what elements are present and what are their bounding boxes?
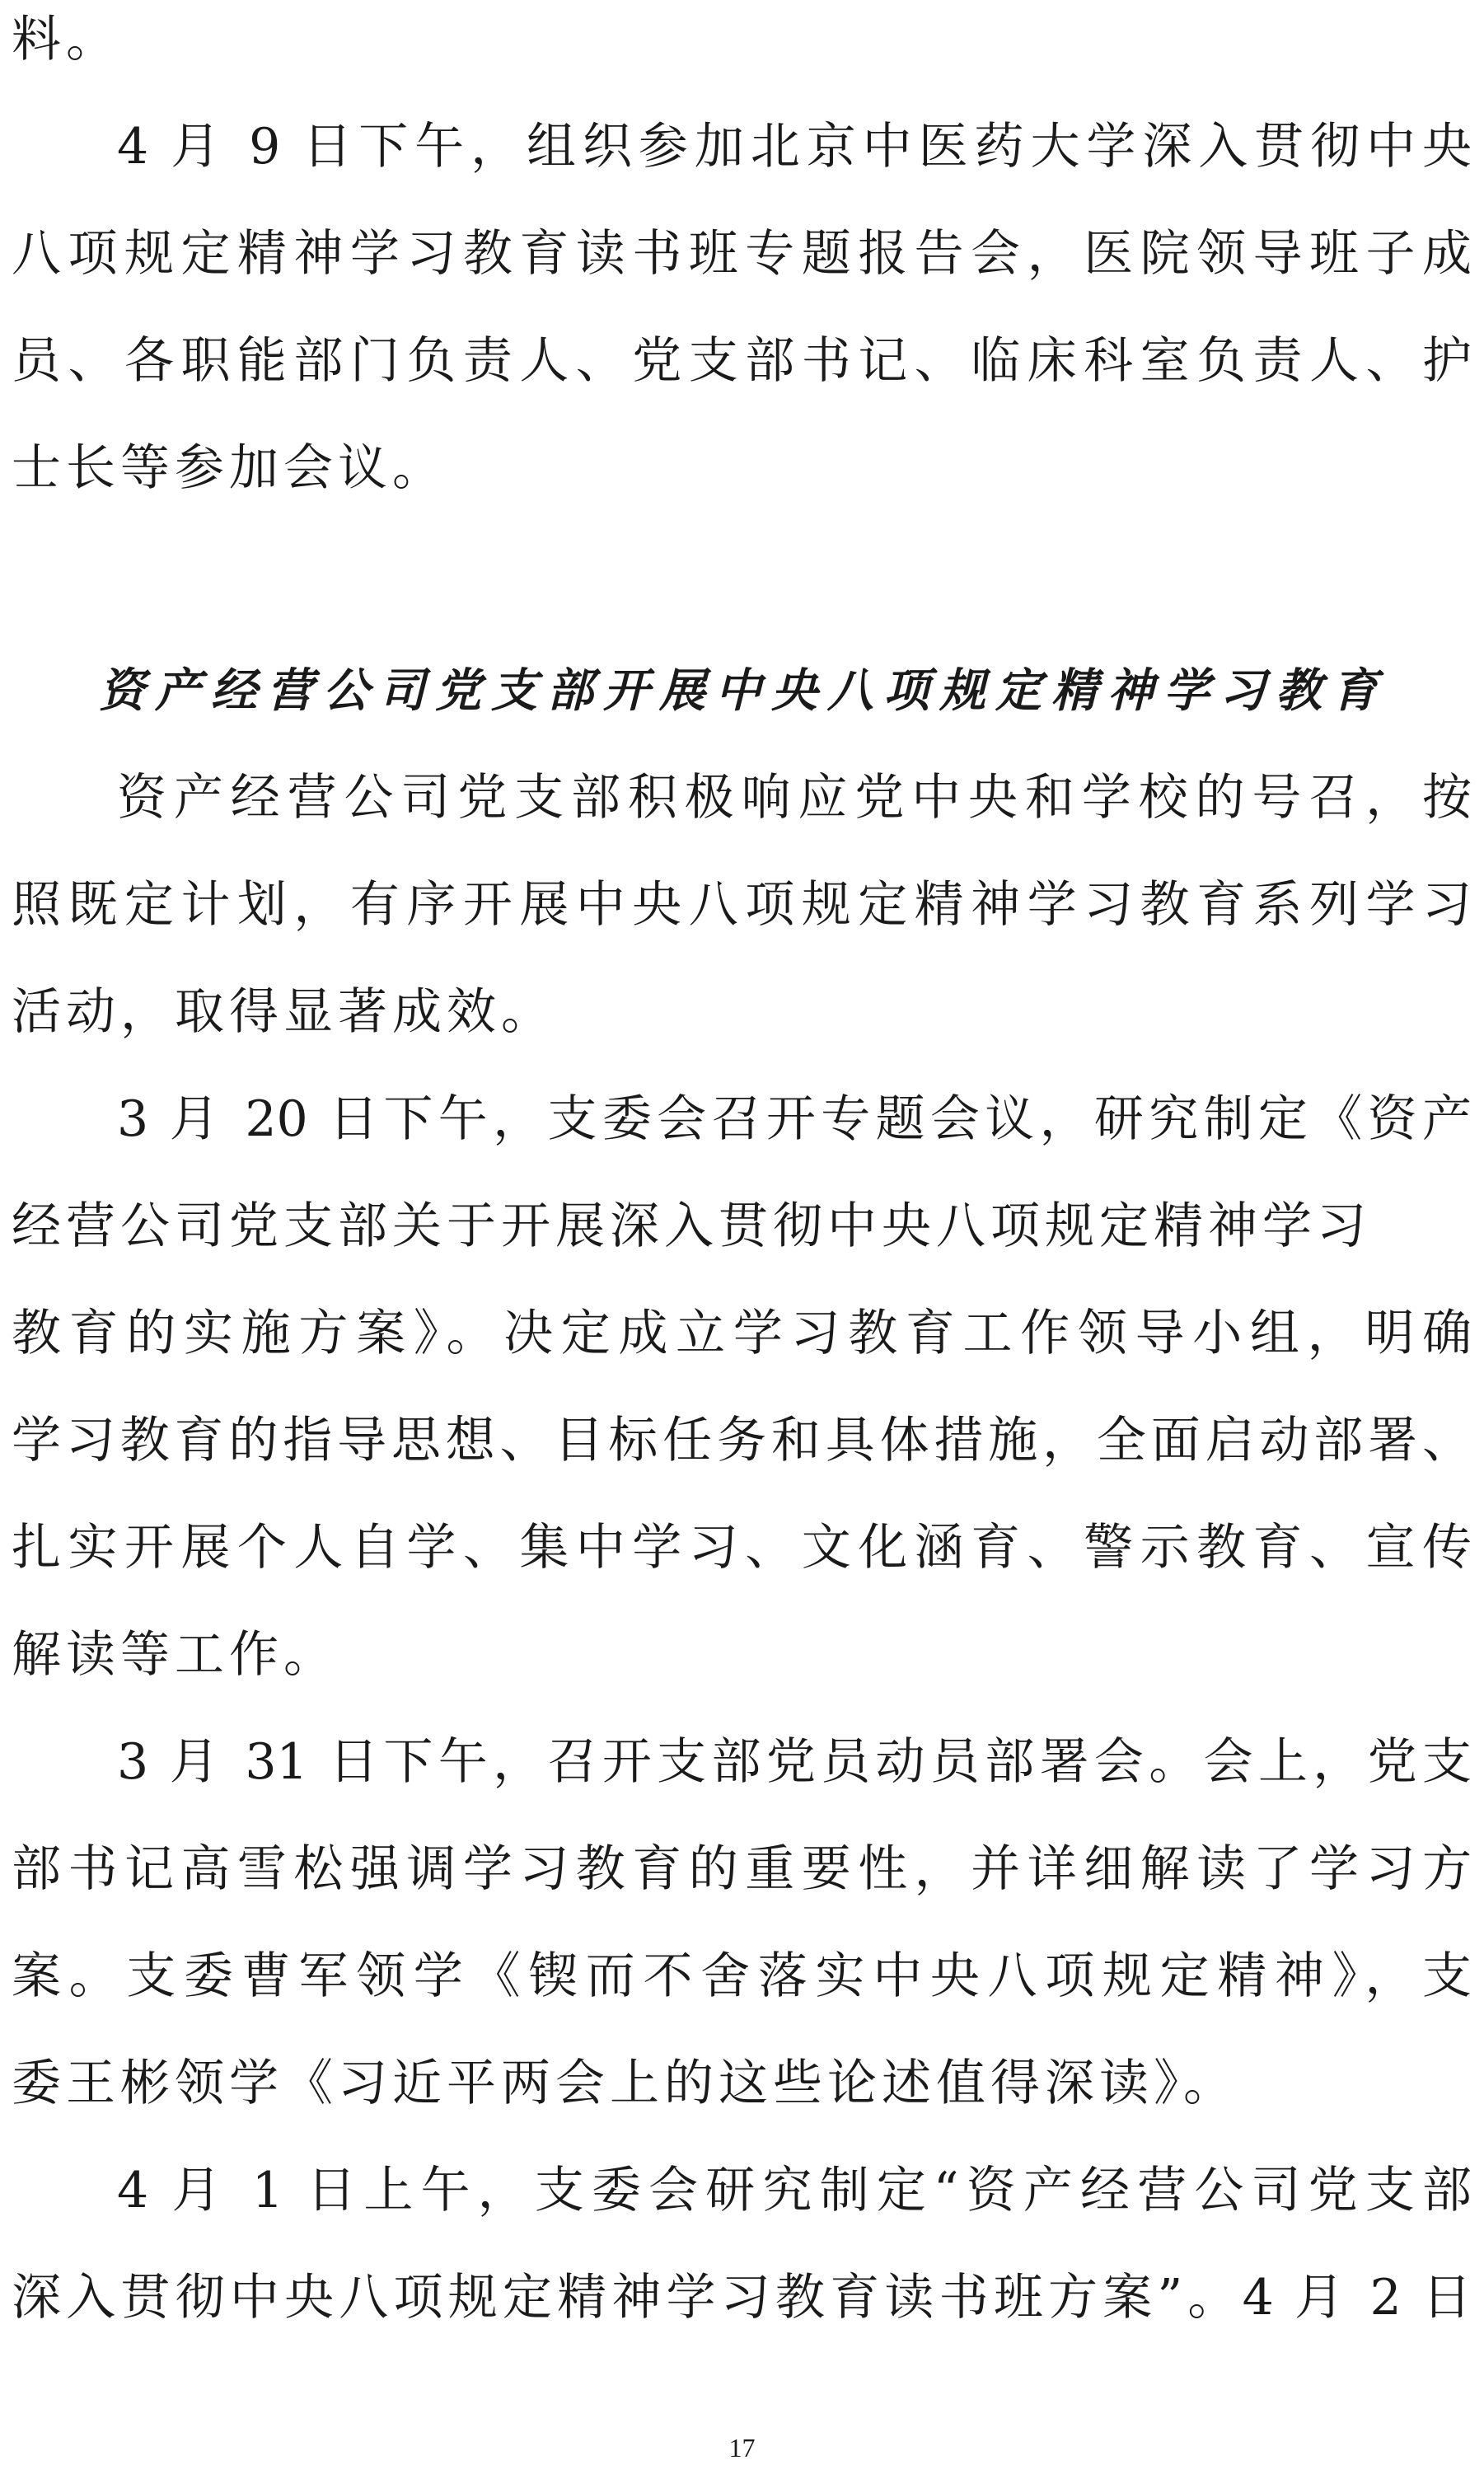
text-line: 4 月 1 日上午，支委会研究制定“资产经营公司党支部 — [117, 2162, 1472, 2219]
text-line: 4 月 9 日下午，组织参加北京中医药大学深入贯彻中央 — [117, 118, 1472, 176]
text-line: 员、各职能部门负责人、党支部书记、临床科室负责人、护 — [12, 332, 1472, 390]
text-line: 扎实开展个人自学、集中学习、文化涵育、警示教育、宣传 — [12, 1519, 1472, 1577]
text-line: 深入贯彻中央八项规定精神学习教育读书班方案”。4 月 2 日 — [12, 2269, 1472, 2327]
text-line: 3 月 31 日下午，召开支部党员动员部署会。会上，党支 — [117, 1733, 1472, 1791]
text-line: 经营公司党支部关于开展深入贯彻中央八项规定精神学习 — [12, 1197, 1371, 1255]
text-line: 士长等参加会议。 — [12, 439, 447, 497]
section-heading: 资产经营公司党支部开展中央八项规定精神学习教育 — [99, 663, 1384, 718]
text-line: 活动，取得显著成效。 — [12, 983, 555, 1041]
text-line: 委王彬领学《习近平两会上的这些论述值得深读》。 — [12, 2055, 1238, 2112]
text-line: 案。支委曹军领学《锲而不舍落实中央八项规定精神》，支 — [12, 1947, 1472, 2005]
text-line: 解读等工作。 — [12, 1626, 338, 1684]
text-line: 八项规定精神学习教育读书班专题报告会，医院领导班子成 — [12, 225, 1472, 283]
text-line: 照既定计划，有序开展中央八项规定精神学习教育系列学习 — [12, 876, 1472, 934]
page-number: 17 — [728, 2433, 756, 2463]
text-line: 教育的实施方案》。决定成立学习教育工作领导小组，明确 — [12, 1305, 1472, 1362]
text-line: 料。 — [12, 11, 120, 68]
text-line: 3 月 20 日下午，支委会召开专题会议，研究制定《资产 — [117, 1090, 1472, 1148]
text-line: 资产经营公司党支部积极响应党中央和学校的号召，按 — [117, 769, 1472, 827]
text-line: 部书记高雪松强调学习教育的重要性，并详细解读了学习方 — [12, 1840, 1472, 1898]
text-line: 学习教育的指导思想、目标任务和具体措施，全面启动部署、 — [12, 1412, 1472, 1469]
